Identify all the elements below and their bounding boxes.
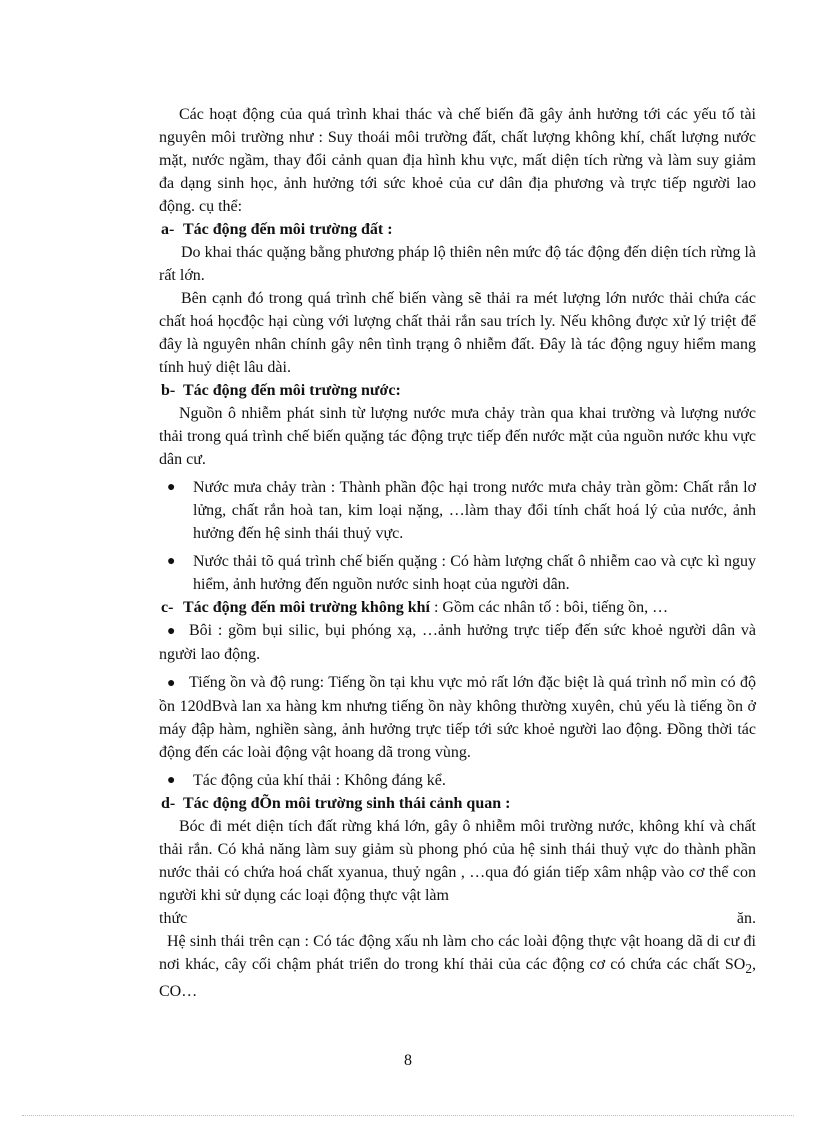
section-a-heading: [159, 218, 756, 241]
section-c-label: c-: [161, 599, 174, 616]
list-item: [159, 550, 756, 596]
section-d-p2-tail: , CO…: [159, 956, 756, 1001]
section-d-end-word-right: ăn.: [736, 910, 756, 927]
intro-paragraph: Các hoạt động của quá trình khai thác và chế biến đã gây ảnh hưởng tới các yếu tố tài nguyên môi trường như : Suy thoái môi trường đất, chất lượng không khí, chất lượng nước mặt, nước ngầm, thay đổi cảnh quan địa hình khu vực, mất diện tích rừng và làm suy giảm đa dạng sinh học, ảnh hưởng tới sức khoẻ của cư dân địa phương và trực tiếp người lao động. cụ thể:: [159, 106, 756, 215]
list-item: [159, 476, 756, 545]
section-d-p2-text: Hệ sinh thái trên cạn : Có tác động xấu nh làm cho các loài động thực vật hoang dã di cư đi nơi khác, cây cối chậm phát triển do trong khí thải của các động cơ có chứa các chất SO: [159, 933, 756, 973]
section-c-title: Tác động đến môi trường không khí: [183, 599, 430, 616]
list-item: [159, 769, 756, 792]
section-a-title: Tác động đến môi trường đất :: [183, 221, 393, 238]
bullet-text: Tiếng ồn và độ rung: Tiếng ồn tại khu vực mỏ rất lớn đặc biệt là quá trình nổ mìn có độ ồn 120dBvà lan xa hàng km nhưng tiếng ồn này không thường xuyên, chủ yếu là tiếng ồn ở máy đập hàm, nghiền sàng, ảnh hưởng trực tiếp tới sức khoẻ người lao động. Đồng thời tác động đến các loài động vật hoang dã trong vùng.: [159, 674, 756, 761]
section-b-heading: [159, 379, 756, 402]
section-b-label: b-: [161, 382, 176, 399]
section-d-paragraph-2: [159, 930, 756, 1003]
list-item: [159, 619, 756, 666]
bullet-icon: ●: [167, 676, 176, 691]
page-number: 8: [404, 1052, 412, 1069]
list-item: [159, 671, 756, 764]
section-c-intro: : Gồm các nhân tố : bôi, tiếng ồn, …: [429, 599, 669, 616]
section-a-paragraph-1: Do khai thác quặng bằng phương pháp lộ thiên nên mức độ tác động đến diện tích rừng là rất lớn.: [159, 244, 756, 284]
section-d-paragraph-1: Bóc đi mét diện tích đất rừng khá lớn, gây ô nhiễm môi trường nước, không khí và chất thải rắn. Có khả năng làm suy giảm sù phong phó của hệ sinh thái thuỷ vực do thành phần nước thải có chứa hoá chất xyanua, thuỷ ngân , …qua đó gián tiếp xâm nhập vào cơ thể con người khi sử dụng các loại động thực vật làm: [159, 818, 756, 904]
section-a-label: a-: [161, 221, 175, 238]
bullet-icon: ●: [167, 624, 176, 639]
bullet-icon: ●: [167, 773, 176, 788]
page-bottom-divider: [22, 1115, 794, 1116]
section-b-title: Tác động đến môi trường nước:: [183, 382, 401, 399]
bullet-icon: ●: [167, 554, 176, 569]
document-body: [159, 103, 756, 1003]
bullet-icon: ●: [167, 480, 176, 495]
bullet-text: Bôi : gồm bụi silic, bụi phóng xạ, …ảnh hưởng trực tiếp đến sức khoẻ người dân và người lao động.: [159, 622, 756, 663]
section-d-title: Tác động đÕn môi trường sinh thái cảnh quan :: [183, 795, 511, 812]
bullet-text: Tác động của khí thải : Không đáng kể.: [193, 772, 446, 789]
section-d-label: d-: [161, 795, 176, 812]
bullet-text: Nước mưa chảy tràn : Thành phần độc hại trong nước mưa chảy tràn gồm: Chất rắn lơ lửng, chất rắn hoà tan, kim loại nặng, …làm thay đổi tính chất hoá lý của nước, ảnh hưởng đến hệ sinh thái thuỷ vực.: [193, 479, 756, 542]
section-a-paragraph-2: Bên cạnh đó trong quá trình chế biến vàng sẽ thải ra mét lượng lớn nước thải chứa các chất hoá họcđộc hại cùng với lượng chất thải rắn sau trích ly. Nếu không được xử lý triệt để đây là nguyên nhân chính gây nên tình trạng ô nhiễm đất. Đây là tác động nguy hiểm mang tính huỷ diệt lâu dài.: [159, 290, 756, 376]
section-c-heading: [159, 596, 756, 619]
section-d-paragraph-1-end: [159, 907, 756, 930]
bullet-text: Nước thải tõ quá trình chế biến quặng : Có hàm lượng chất ô nhiễm cao và cực kì nguy hiểm, ảnh hưởng đến nguồn nước sinh hoạt của người dân.: [193, 553, 756, 593]
section-d-heading: [159, 792, 756, 815]
section-d-p2-subscript: 2: [745, 961, 752, 977]
section-d-end-word-left: thức: [159, 910, 188, 927]
section-b-paragraph-1: Nguồn ô nhiễm phát sinh từ lượng nước mưa chảy tràn qua khai trường và lượng nước thải trong quá trình chế biến quặng tác động trực tiếp đến nước mặt của nguồn nước khu vực dân cư.: [159, 405, 756, 468]
